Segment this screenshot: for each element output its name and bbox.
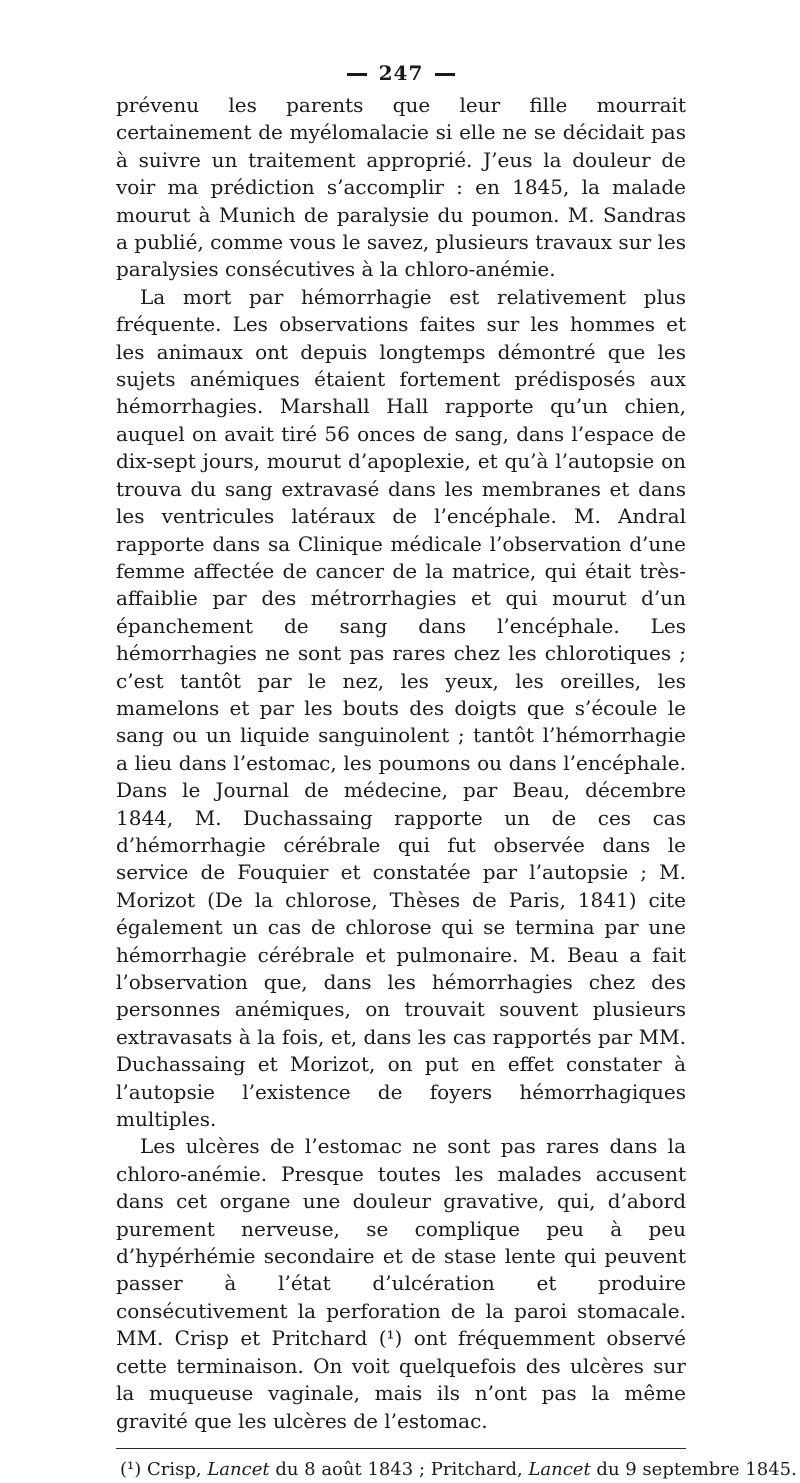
header-dash-right — [435, 73, 455, 76]
footnote-text-2: du 8 août 1843 ; Pritchard, — [269, 1458, 529, 1480]
footnote-reference: (¹) — [378, 1326, 403, 1351]
paragraph-ulcers-text-2: ont fréquemment observé cette terminaison. On voit quelquefois des ulcères sur la muqueuse vaginale, mais ils n’ont pas la même gravité que les ulcères de l’estomac. — [116, 1326, 687, 1433]
footnote-journal-2: Lancet — [528, 1458, 591, 1480]
page-number: 247 — [378, 61, 424, 85]
paragraph-hemorrhage: La mort par hémorrhagie est relativement plus fréquente. Les observations faites sur les hommes et les animaux ont depuis longtemps démontré que les sujets anémiques étaient fortement prédisposés aux hémorrhagies. Marshall Hall rapporte qu’un chien, auquel on avait tiré 56 onces de sang, dans l’espace de dix-sept jours, mourut d’apoplexie, et qu’à l’autopsie on trouva du sang extravasé dans les membranes et dans les ventricules latéraux de l’encéphale. M. Andral rapporte dans sa Clinique médicale l’observation d’une femme affectée de cancer de la matrice, qui était très-affaiblie par des métrorrhagies et qui mourut d’un épanchement de sang dans l’encéphale. Les hémorrhagies ne sont pas rares chez les chlorotiques ; c’est tantôt par le nez, les yeux, les oreilles, les mamelons et par les bouts des doigts que s’écoule le sang ou un liquide sanguinolent ; tantôt l’hémorrhagie a lieu dans l’estomac, les poumons ou dans l’encéphale. Dans le Journal de médecine, par Beau, décembre 1844, M. Duchassaing rapporte un de ces cas d’hémorrhagie cérébrale qui fut observée dans le service de Fouquier et constatée par l’autopsie ; M. Morizot (De la chlorose, Thèses de Paris, 1841) cite également un cas de chlorose qui se termina par une hémorrhagie cérébrale et pulmonaire. M. Beau a fait l’observation que, dans les hémorrhagies chez des personnes anémiques, on trouvait souvent plusieurs extravasats à la fois, et, dans les cas rapportés par MM. Duchassaing et Morizot, on put en effet constater à l’autopsie l’existence de foyers hémorrhagiques multiples. — [116, 284, 686, 1132]
footnote-marker: (¹) — [120, 1458, 142, 1480]
paragraph-ulcers-text-1: Les ulcères de l’estomac ne sont pas rares dans la chloro-anémie. Presque toutes les malades accusent dans cet organe une douleur gravative, qui, d’abord purement nerveuse, se complique peu à peu d’hypérhémie secondaire et de stase lente qui peuvent passer à l’état d’ulcération et produire consécutivement la perforation de la paroi stomacale. MM. Crisp et Pritchard — [116, 1134, 686, 1351]
body-text — [116, 92, 686, 1435]
footnote-text-1: Crisp, — [147, 1458, 208, 1480]
footnote-divider — [116, 1448, 686, 1449]
paragraph-ulcers — [116, 1133, 686, 1434]
footnote — [116, 1457, 797, 1483]
footnote-journal-1: Lancet — [207, 1458, 270, 1480]
paragraph-continued: prévenu les parents que leur fille mourrait certainement de myélomalacie si elle ne se décidait pas à suivre un traitement approprié. J’eus la douleur de voir ma prédiction s’accomplir : en 1845, la malade mourut à Munich de paralysie du poumon. M. Sandras a publié, comme vous le savez, plusieurs travaux sur les paralysies consécutives à la chloro-anémie. — [116, 93, 686, 282]
header-dash-left — [347, 73, 367, 76]
book-page — [116, 58, 797, 1483]
footnote-text-3: du 9 septembre 1845. — [590, 1458, 797, 1480]
page-header — [116, 58, 686, 92]
